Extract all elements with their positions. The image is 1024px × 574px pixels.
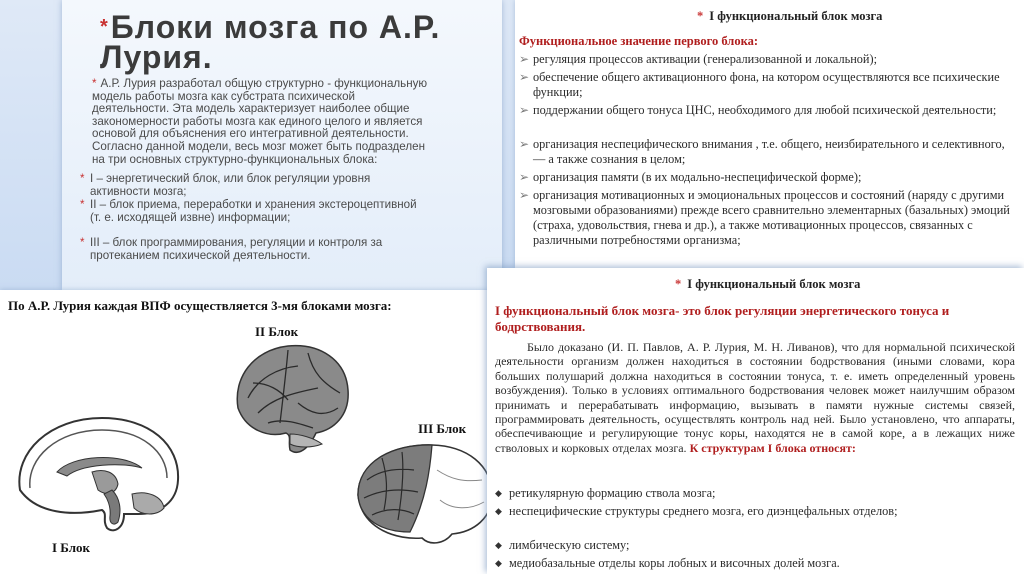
- definition-slide: [487, 268, 1024, 574]
- list-item: ➢ обеспечение общего активационного фона, на котором осуществляются все психические функции;: [519, 70, 1000, 99]
- slide-subtitle: I функциональный блок мозга- это блок регуляции энергетического тонуса и бодрствования.: [495, 303, 950, 334]
- list-item: ➢ организация неспецифического внимания , т.е. общего, неизбирательного и селективного, — а также сознания в целом;: [519, 137, 1005, 166]
- brain-figure-panel: [0, 290, 500, 574]
- list-item: ➢ организация мотивационных и эмоциональных процессов и состояний (наряду с другими мозговыми образованиями) прежде всего сравнительно элементарных (базальных) эмоций (страха, удовольствия, гнева и др.), а также мотивационных процессов, связанных с различными потребностями организма;: [519, 188, 1010, 247]
- slide-title: * I функциональный блок мозга: [697, 9, 883, 23]
- slide-subtitle: Функциональное значение первого блока:: [519, 34, 758, 48]
- slide-title: * I функциональный блок мозга: [675, 277, 861, 291]
- list-item: ➢ поддержании общего тонуса ЦНС, необходимого для любой психической деятельности;: [519, 103, 997, 117]
- left-slide: [62, 0, 502, 290]
- label-block-1: I Блок: [52, 540, 91, 555]
- block-item: * II – блок приема, переработки и хранения экстероцептивной (т. е. исходящей извне) информации;: [80, 198, 417, 224]
- block-item: * I – энергетический блок, или блок регуляции уровня активности мозга;: [80, 172, 371, 198]
- list-item: ➢ регуляция процессов активации (генерализованной и локальной);: [519, 52, 878, 66]
- list-item: ◆ ретикулярную формацию ствола мозга;: [495, 486, 716, 500]
- body-paragraph: Было доказано (И. П. Павлов, А. Р. Лурия, М. Н. Ливанов), что для нормальной психической деятельности организм должен находиться в состоянии бодрствования (иными словами, кора больших полушарий должна находиться в состоянии тонуса, т. е. иметь определенный уровень возбуждения). Только в условиях оптимального бодрствования человек может наилучшим образом принимать и перерабатывать информацию, вызывать в памяти нужные системы связей, программировать деятельность, осуществлять контроль над ней. Было установлено, что аппараты, обеспечивающие и регулирующие тонус коры, находятся не в самой коре, а в лежащих ниже стволовых и корковых отделах мозга. К структурам I блока относят:: [495, 340, 1015, 455]
- brain-sagittal-image: [12, 410, 184, 535]
- slide-title: *Блоки мозга по А.Р. Лурия.: [100, 9, 441, 75]
- block-item: * III – блок программирования, регуляции и контроля за протеканием психической деятельности.: [80, 236, 383, 262]
- label-block-3: III Блок: [418, 421, 467, 436]
- list-item: ◆ неспецифические структуры среднего мозга, его диэнцефальных отделов;: [495, 504, 898, 518]
- brain-frontal-image: [352, 440, 497, 550]
- list-item: ➢ организация памяти (в их модально-неспецифической форме);: [519, 170, 862, 184]
- list-item: ◆ медиобазальные отделы коры лобных и височных долей мозга.: [495, 556, 840, 570]
- label-block-2: II Блок: [255, 324, 299, 339]
- structures-heading: К структурам I блока относят:: [689, 440, 856, 455]
- brain-lateral-image: [228, 338, 353, 458]
- intro-paragraph: * А.Р. Лурия разработал общую структурно - функциональную модель работы мозга как субстрата психической деятельности. Эта модель характеризует наиболее общие закономерности работы мозга как единого целого и является основой для объяснения его интегративной деятельности. Согласно данной модели, весь мозг может быть подразделен на три основных структурно-функциональных блока:: [92, 77, 428, 166]
- function-slide: [515, 0, 1024, 268]
- figure-heading: По А.Р. Лурия каждая ВПФ осуществляется 3-мя блоками мозга:: [8, 298, 392, 313]
- list-item: ◆ лимбическую систему;: [495, 538, 630, 552]
